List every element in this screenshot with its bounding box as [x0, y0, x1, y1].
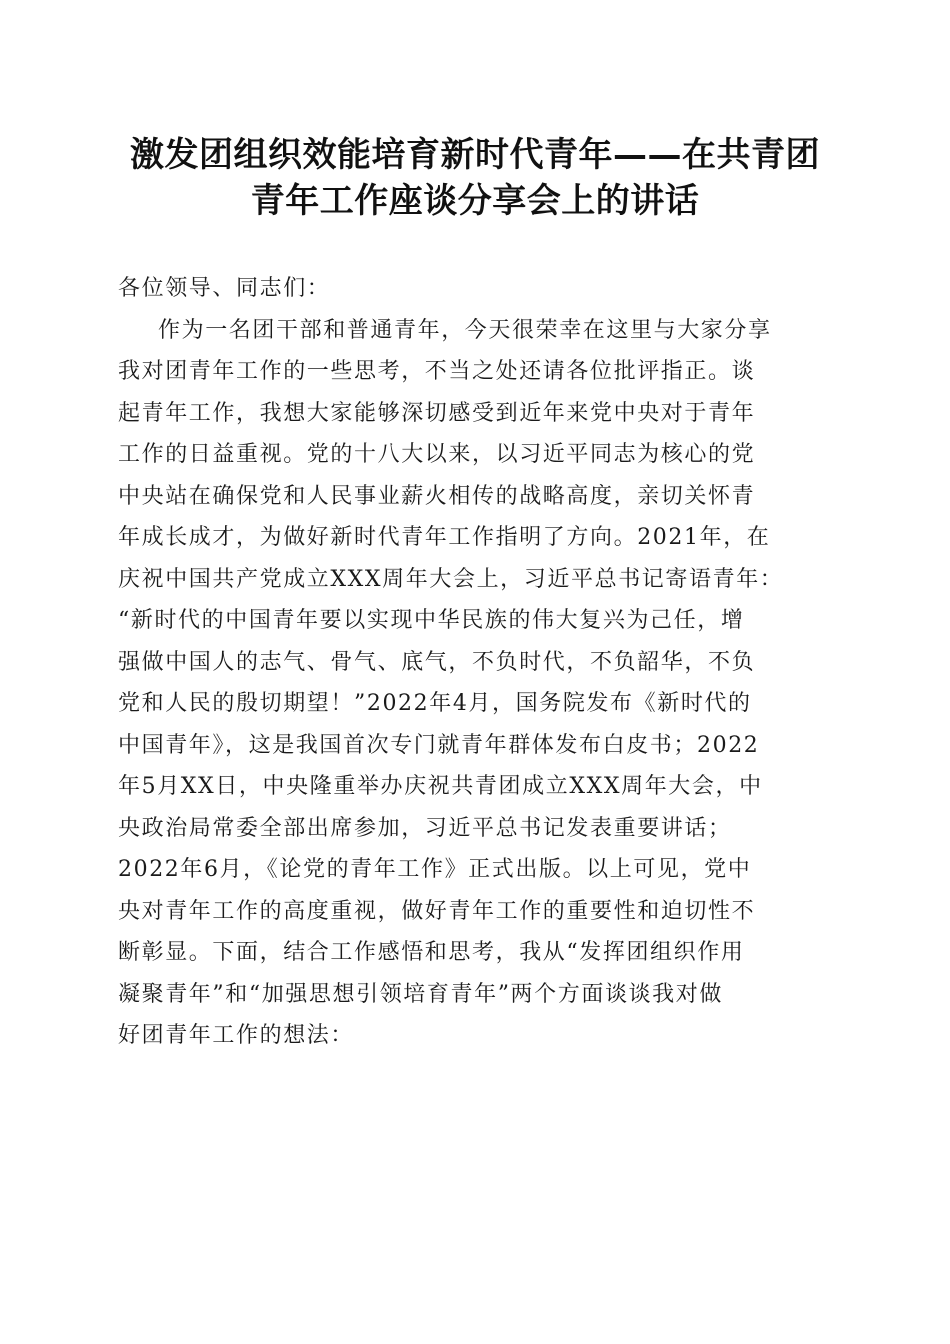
paragraph-line: 央对青年工作的高度重视，做好青年工作的重要性和迫切性不 — [118, 898, 756, 924]
paragraph-1 — [118, 310, 832, 1057]
paragraph-line: 年成长成才，为做好新时代青年工作指明了方向。2021年，在 — [118, 525, 771, 550]
paragraph-line: 作为一名团干部和普通青年，今天很荣幸在这里与大家分享 — [158, 317, 772, 343]
paragraph-line: 中央站在确保党和人民事业薪火相传的战略高度，亲切关怀青 — [118, 483, 756, 509]
paragraph-line: 庆祝中国共产党成立XXX周年大会上，习近平总书记寄语青年： — [118, 566, 784, 592]
paragraph-line: 断彰显。下面，结合工作感悟和思考，我从“发挥团组织作用 — [118, 940, 745, 965]
paragraph-line: 党和人民的殷切期望！”2022年4月，国务院发布《新时代的 — [118, 691, 752, 716]
title-line-1: 激发团组织效能培育新时代青年——在共青团 — [130, 135, 820, 175]
salutation — [118, 268, 832, 310]
title-line-2: 青年工作座谈分享会上的讲话 — [250, 181, 700, 221]
paragraph-line: 起青年工作，我想大家能够深切感受到近年来党中央对于青年 — [118, 400, 756, 426]
paragraph-line: 工作的日益重视。党的十八大以来，以习近平同志为核心的党 — [118, 442, 756, 467]
paragraph-line: 好团青年工作的想法： — [118, 1023, 355, 1048]
paragraph-line: 年5月XX日，中央隆重举办庆祝共青团成立XXX周年大会，中 — [118, 774, 763, 799]
paragraph-line: 央政治局常委全部出席参加，习近平总书记发表重要讲话； — [118, 815, 732, 841]
document-title — [100, 132, 850, 224]
paragraph-line: 凝聚青年”和“加强思想引领培育青年”两个方面谈谈我对做 — [118, 981, 723, 1007]
salutation-text: 各位领导、同志们： — [118, 276, 331, 301]
paragraph-line: 2022年6月，《论党的青年工作》正式出版。以上可见，党中 — [118, 857, 752, 882]
paragraph-line: 强做中国人的志气、骨气、底气，不负时代，不负韶华，不负 — [118, 649, 756, 675]
paragraph-line: “新时代的中国青年要以实现中华民族的伟大复兴为己任，增 — [118, 608, 745, 633]
document-body — [118, 268, 832, 1057]
paragraph-line: 中国青年》，这是我国首次专门就青年群体发布白皮书；2022 — [118, 732, 760, 758]
paragraph-line: 我对团青年工作的一些思考，不当之处还请各位批评指正。谈 — [118, 359, 756, 384]
